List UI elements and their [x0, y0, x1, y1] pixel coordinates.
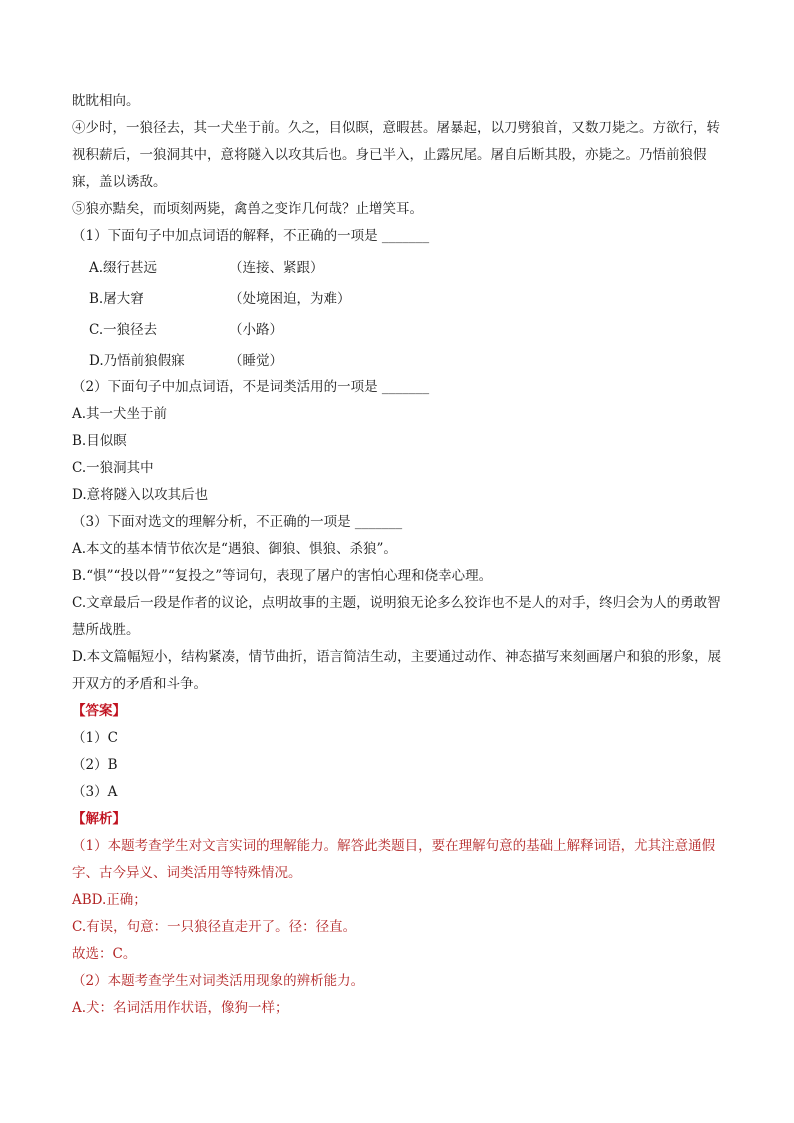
answer-item-1: （1）C: [72, 730, 118, 746]
option-phrase: D.乃悟前狼假寐: [89, 352, 185, 369]
answer-item-3: （3）A: [72, 784, 118, 800]
q3-option-c: C.文章最后一段是作者的议论，点明故事的主题，说明狼无论多么狡诈也不是人的对手，终归会为人的勇敢智慧所战胜。: [72, 595, 721, 638]
option-meaning: （小路）: [229, 321, 283, 338]
q1-option-c: [72, 312, 726, 343]
q2-option-d: D.意将隧入以攻其后也: [72, 487, 209, 503]
q2-option-a: A.其一犬坐于前: [72, 406, 168, 422]
option-meaning: （连接、紧跟）: [229, 259, 324, 276]
passage-paragraph-4: ④少时，一狼径去，其一犬坐于前。久之，目似瞑，意暇甚。屠暴起，以刀劈狼首，又数刀毙之。方欲行，转视积薪后，一狼洞其中，意将隧入以攻其后也。身已半入，止露尻尾。屠自后断其股，亦毙之。乃悟前狼假寐，盖以诱敌。: [72, 120, 720, 190]
analysis-line-3: C.有误，句意：一只狼径直走开了。径：径直。: [72, 919, 357, 935]
option-meaning: （睡觉）: [229, 352, 283, 369]
analysis-line-2: ABD.正确；: [72, 892, 147, 908]
q2-option-b: B.目似瞑: [72, 433, 127, 449]
q3-option-a: A.本文的基本情节依次是“遇狼、御狼、惧狼、杀狼”。: [72, 541, 397, 557]
q3-option-d: D.本文篇幅短小，结构紧凑，情节曲折，语言简洁生动，主要通过动作、神态描写来刻画屠户和狼的形象，展开双方的矛盾和斗争。: [72, 649, 722, 692]
option-phrase: C.一狼径去: [89, 321, 158, 338]
document-page: [72, 88, 726, 1022]
analysis-line-5: （2）本题考查学生对词类活用现象的辨析能力。: [72, 973, 365, 989]
question-2-stem: （2）下面句子中加点词语，不是词类活用的一项是 _______: [72, 379, 430, 395]
q1-option-b: [72, 281, 726, 312]
option-phrase: A.缀行甚远: [89, 259, 158, 276]
q2-option-c: C.一狼洞其中: [72, 460, 154, 476]
passage-paragraph-5: ⑤狼亦黠矣，而顷刻两毙，禽兽之变诈几何哉？止增笑耳。: [72, 201, 423, 217]
answer-heading: 【答案】: [72, 703, 126, 719]
answer-item-2: （2）B: [72, 757, 118, 773]
option-phrase: B.屠大窘: [89, 290, 144, 307]
question-1-stem: （1）下面句子中加点词语的解释，不正确的一项是 _______: [72, 228, 430, 244]
analysis-line-6: A.犬：名词活用作状语，像狗一样；: [72, 1000, 289, 1016]
passage-line: 眈眈相向。: [72, 93, 140, 109]
q1-option-a: [72, 250, 726, 281]
analysis-line-4: 故选：C。: [72, 946, 137, 962]
analysis-heading: 【解析】: [72, 811, 126, 827]
analysis-paragraph-1: （1）本题考查学生对文言实词的理解能力。解答此类题目，要在理解句意的基础上解释词语，尤其注意通假字、古今异义、词类活用等特殊情况。: [72, 838, 716, 881]
q1-option-d: [72, 343, 726, 374]
q3-option-b: B.“惧”“投以骨”“复投之”等词句，表现了屠户的害怕心理和侥幸心理。: [72, 568, 493, 584]
question-3-stem: （3）下面对选文的理解分析，不正确的一项是 _______: [72, 514, 403, 530]
option-meaning: （处境困迫，为难）: [229, 290, 351, 307]
